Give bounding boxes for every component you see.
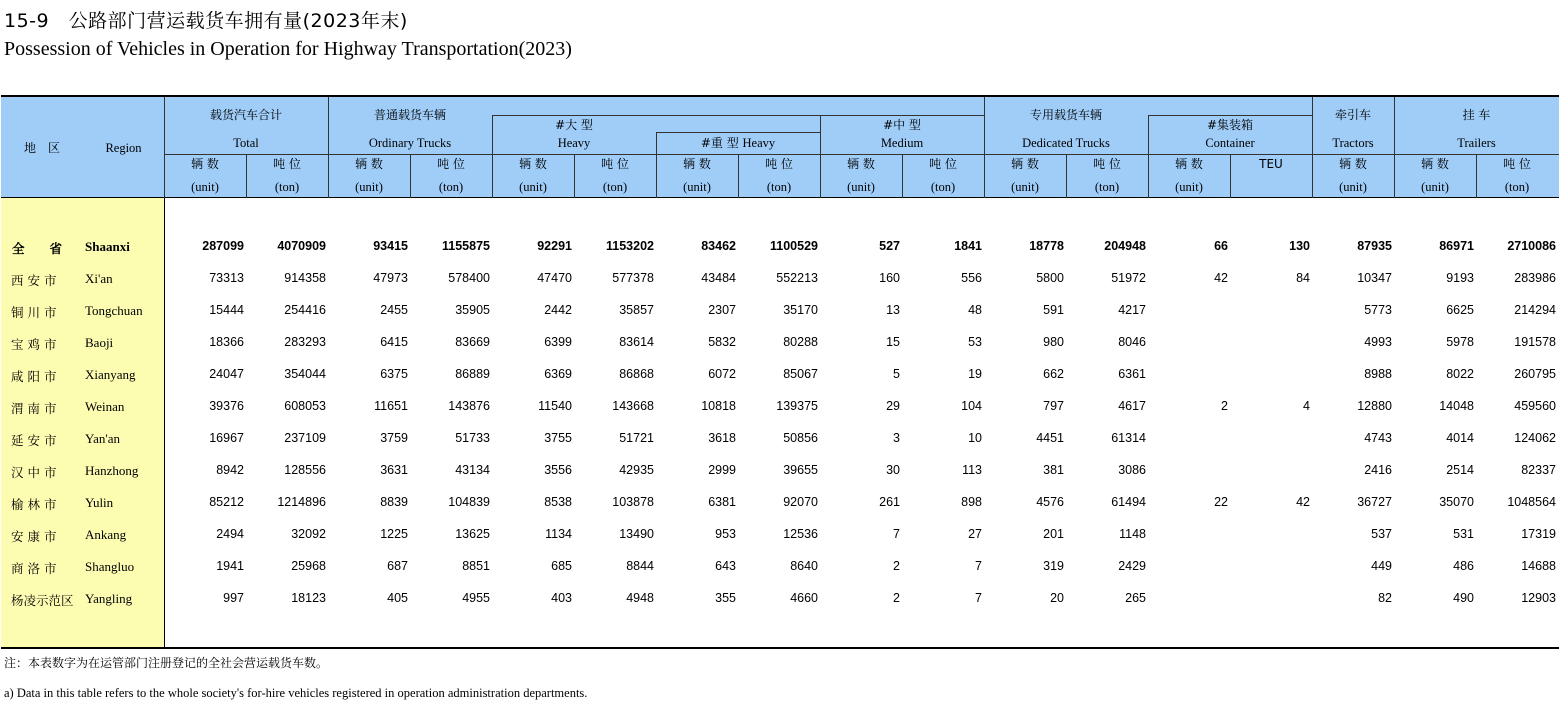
table-cell: 6361 xyxy=(1118,367,1146,381)
trailers-header-en: Trailers xyxy=(1457,136,1496,150)
table-cell: 1100529 xyxy=(770,239,818,253)
ordinary-header-cn: 普通载货车辆 xyxy=(373,108,446,122)
unit-label: 吨 位 xyxy=(1093,157,1121,171)
table-cell: 124062 xyxy=(1514,431,1556,445)
medium-header-cn: #中 型 xyxy=(883,118,921,132)
unit-label: 辆 数 xyxy=(683,157,711,171)
unit-sub-label: (ton) xyxy=(1094,180,1120,194)
table-cell: 39376 xyxy=(209,399,244,413)
table-cell: 128556 xyxy=(284,463,326,477)
region-name-en: Tongchuan xyxy=(85,303,143,318)
unit-label: 辆 数 xyxy=(1175,157,1203,171)
table-cell: 51721 xyxy=(619,431,654,445)
unit-label: TEU xyxy=(1259,157,1283,171)
page-title-cn: 15-9 公路部门营运载货车拥有量(2023年末) xyxy=(4,10,408,32)
table-cell: 20 xyxy=(1050,591,1064,605)
table-cell: 80288 xyxy=(783,335,818,349)
table-cell: 14688 xyxy=(1521,559,1556,573)
table-cell: 83462 xyxy=(701,239,736,253)
table-cell: 3 xyxy=(893,431,900,445)
unit-sub-label: (unit) xyxy=(1339,180,1367,194)
table-cell: 50856 xyxy=(783,431,818,445)
unit-label: 辆 数 xyxy=(191,157,219,171)
region-name-en: Xianyang xyxy=(85,367,136,382)
region-name-cn: 商 洛 市 xyxy=(11,561,57,576)
table-cell: 237109 xyxy=(284,431,326,445)
unit-label: 吨 位 xyxy=(273,157,301,171)
table-cell: 3086 xyxy=(1118,463,1146,477)
heavy-header-cn: #大 型 xyxy=(555,118,593,132)
total-header-cn: 载货汽车合计 xyxy=(209,108,282,122)
table-cell: 8851 xyxy=(462,559,490,573)
table-cell: 486 xyxy=(1453,559,1474,573)
table-cell: 2 xyxy=(893,591,900,605)
table-cell: 2710086 xyxy=(1507,239,1556,253)
table-cell: 8839 xyxy=(380,495,408,509)
unit-label: 辆 数 xyxy=(847,157,875,171)
table-cell: 490 xyxy=(1453,591,1474,605)
table-cell: 3618 xyxy=(708,431,736,445)
table-cell: 30 xyxy=(886,463,900,477)
table-cell: 261 xyxy=(879,495,900,509)
table-cell: 47973 xyxy=(373,271,408,285)
table-cell: 5773 xyxy=(1364,303,1392,317)
table-cell: 53 xyxy=(968,335,982,349)
table-cell: 527 xyxy=(879,239,900,253)
table-cell: 43134 xyxy=(455,463,490,477)
region-name-en: Baoji xyxy=(85,335,114,350)
table-cell: 577378 xyxy=(612,271,654,285)
table-cell: 84 xyxy=(1296,271,1310,285)
table-cell: 591 xyxy=(1043,303,1064,317)
table-cell: 8538 xyxy=(544,495,572,509)
table-cell: 104 xyxy=(961,399,982,413)
table-cell: 85067 xyxy=(783,367,818,381)
table-cell: 18778 xyxy=(1029,239,1064,253)
region-name-en: Yangling xyxy=(85,591,133,606)
table-cell: 381 xyxy=(1043,463,1064,477)
table-cell: 283986 xyxy=(1514,271,1556,285)
table-cell: 6369 xyxy=(544,367,572,381)
table-cell: 2307 xyxy=(708,303,736,317)
table-cell: 980 xyxy=(1043,335,1064,349)
unit-label: 吨 位 xyxy=(1503,157,1531,171)
note-cn: 注：本表数字为在运管部门注册登记的全社会营运载货车数。 xyxy=(4,656,329,670)
table-cell: 35857 xyxy=(619,303,654,317)
table-cell: 8988 xyxy=(1364,367,1392,381)
table-cell: 12536 xyxy=(783,527,818,541)
table-cell: 35070 xyxy=(1439,495,1474,509)
table-cell: 4576 xyxy=(1036,495,1064,509)
unit-sub-label: (unit) xyxy=(847,180,875,194)
unit-label: 吨 位 xyxy=(601,157,629,171)
table-cell: 42 xyxy=(1296,495,1310,509)
note-en: a) Data in this table refers to the whole society's for-hire vehicles registered in operation administration departments. xyxy=(4,686,588,700)
table-cell: 643 xyxy=(715,559,736,573)
table-cell: 4070909 xyxy=(277,239,326,253)
table-cell: 92291 xyxy=(537,239,572,253)
unit-sub-label: (unit) xyxy=(1175,180,1203,194)
table-cell: 405 xyxy=(387,591,408,605)
table-cell: 36727 xyxy=(1357,495,1392,509)
table-cell: 3755 xyxy=(544,431,572,445)
region-name-cn: 延 安 市 xyxy=(11,433,57,448)
unit-label: 辆 数 xyxy=(519,157,547,171)
table-cell: 1148 xyxy=(1119,527,1146,541)
table-cell: 1048564 xyxy=(1507,495,1556,509)
region-name-en: Shangluo xyxy=(85,559,135,574)
table-cell: 4743 xyxy=(1364,431,1392,445)
table-cell: 6399 xyxy=(544,335,572,349)
table-cell: 2 xyxy=(893,559,900,573)
table-cell: 8942 xyxy=(216,463,244,477)
table-cell: 4948 xyxy=(626,591,654,605)
unit-sub-label: (unit) xyxy=(355,180,383,194)
table-cell: 403 xyxy=(551,591,572,605)
region-name-en: Ankang xyxy=(85,527,127,542)
unit-sub-label: (ton) xyxy=(930,180,956,194)
table-cell: 552213 xyxy=(776,271,818,285)
region-name-cn: 杨凌示范区 xyxy=(11,593,74,608)
region-name-cn: 榆 林 市 xyxy=(11,497,57,512)
table-cell: 8022 xyxy=(1446,367,1474,381)
region-name-en: Xi'an xyxy=(85,271,113,286)
table-cell: 8844 xyxy=(626,559,654,573)
total-header-en: Total xyxy=(233,136,259,150)
table-cell: 355 xyxy=(715,591,736,605)
table-cell: 18123 xyxy=(291,591,326,605)
region-name-cn: 宝 鸡 市 xyxy=(11,337,57,352)
table-cell: 14048 xyxy=(1439,399,1474,413)
table-cell: 35905 xyxy=(455,303,490,317)
table-cell: 7 xyxy=(893,527,900,541)
table-cell: 22 xyxy=(1214,495,1228,509)
table-cell: 608053 xyxy=(284,399,326,413)
region-name-cn: 安 康 市 xyxy=(11,529,57,544)
table-cell: 531 xyxy=(1453,527,1474,541)
table-cell: 103878 xyxy=(612,495,654,509)
table-cell: 914358 xyxy=(284,271,326,285)
unit-sub-label: (unit) xyxy=(191,180,219,194)
table-cell: 10 xyxy=(968,431,982,445)
table-cell: 6375 xyxy=(380,367,408,381)
table-cell: 2494 xyxy=(216,527,244,541)
region-name-en: Yan'an xyxy=(85,431,120,446)
table-cell: 27 xyxy=(968,527,982,541)
unit-label: 辆 数 xyxy=(1339,157,1367,171)
table-cell: 449 xyxy=(1371,559,1392,573)
table-cell: 3631 xyxy=(380,463,408,477)
region-name-cn: 渭 南 市 xyxy=(11,401,57,416)
ordinary-header-en: Ordinary Trucks xyxy=(368,136,452,150)
unit-label: 吨 位 xyxy=(437,157,465,171)
table-cell: 287099 xyxy=(202,239,244,253)
table-cell: 5978 xyxy=(1446,335,1474,349)
unit-sub-label: (ton) xyxy=(438,180,464,194)
table-cell: 17319 xyxy=(1521,527,1556,541)
unit-sub-label: (unit) xyxy=(683,180,711,194)
table-cell: 191578 xyxy=(1514,335,1556,349)
region-name-en: Weinan xyxy=(85,399,125,414)
table-cell: 35170 xyxy=(783,303,818,317)
unit-sub-label: (unit) xyxy=(1421,180,1449,194)
header-divider xyxy=(1,197,1559,198)
table-cell: 51972 xyxy=(1111,271,1146,285)
region-name-cn: 全 省 xyxy=(12,241,63,256)
table-cell: 1225 xyxy=(380,527,408,541)
table-cell: 2442 xyxy=(544,303,572,317)
table-cell: 5832 xyxy=(708,335,736,349)
unit-label: 辆 数 xyxy=(355,157,383,171)
table-cell: 2 xyxy=(1221,399,1228,413)
region-header-en: Region xyxy=(105,141,142,155)
table-cell: 139375 xyxy=(776,399,818,413)
table-cell: 15444 xyxy=(209,303,244,317)
table-cell: 18366 xyxy=(209,335,244,349)
table-cell: 104839 xyxy=(448,495,490,509)
table-cell: 29 xyxy=(886,399,900,413)
region-name-cn: 汉 中 市 xyxy=(11,465,57,480)
table-cell: 556 xyxy=(961,271,982,285)
table-cell: 319 xyxy=(1043,559,1064,573)
table-cell: 7 xyxy=(975,559,982,573)
table-cell: 51733 xyxy=(455,431,490,445)
table-cell: 43484 xyxy=(701,271,736,285)
table-cell: 47470 xyxy=(537,271,572,285)
tractors-header-cn: 牵引车 xyxy=(1334,108,1371,122)
table-cell: 6072 xyxy=(708,367,736,381)
table-cell: 10347 xyxy=(1357,271,1392,285)
table-cell: 2416 xyxy=(1364,463,1392,477)
region-name-cn: 铜 川 市 xyxy=(11,305,57,320)
table-cell: 61314 xyxy=(1111,431,1146,445)
table-cell: 2514 xyxy=(1446,463,1474,477)
tractors-header-en: Tractors xyxy=(1332,136,1374,150)
table-cell: 997 xyxy=(223,591,244,605)
table-cell: 2455 xyxy=(380,303,408,317)
table-cell: 87935 xyxy=(1357,239,1392,253)
unit-label: 吨 位 xyxy=(765,157,793,171)
statistics-table xyxy=(1,95,1559,649)
table-cell: 5 xyxy=(893,367,900,381)
table-cell: 4014 xyxy=(1446,431,1474,445)
table-cell: 8640 xyxy=(790,559,818,573)
table-cell: 9193 xyxy=(1446,271,1474,285)
table-cell: 13625 xyxy=(455,527,490,541)
unit-sub-label: (ton) xyxy=(766,180,792,194)
table-cell: 93415 xyxy=(373,239,408,253)
extra-heavy-header: #重 型 Heavy xyxy=(700,136,776,150)
table-cell: 86889 xyxy=(455,367,490,381)
table-cell: 82337 xyxy=(1521,463,1556,477)
table-cell: 48 xyxy=(968,303,982,317)
table-cell: 265 xyxy=(1125,591,1146,605)
table-cell: 19 xyxy=(968,367,982,381)
table-cell: 201 xyxy=(1043,527,1064,541)
table-cell: 92070 xyxy=(783,495,818,509)
table-cell: 42935 xyxy=(619,463,654,477)
table-cell: 687 xyxy=(387,559,408,573)
table-cell: 61494 xyxy=(1111,495,1146,509)
table-cell: 1841 xyxy=(954,239,982,253)
region-header-cn: 地 区 xyxy=(23,141,60,155)
table-cell: 204948 xyxy=(1104,239,1146,253)
table-cell: 3556 xyxy=(544,463,572,477)
table-cell: 15 xyxy=(886,335,900,349)
table-cell: 4 xyxy=(1303,399,1310,413)
table-cell: 6625 xyxy=(1446,303,1474,317)
region-name-cn: 西 安 市 xyxy=(11,273,57,288)
table-cell: 254416 xyxy=(284,303,326,317)
unit-label: 辆 数 xyxy=(1011,157,1039,171)
table-cell: 10818 xyxy=(701,399,736,413)
table-cell: 113 xyxy=(962,463,982,477)
heavy-header-en: Heavy xyxy=(557,136,591,150)
table-cell: 86971 xyxy=(1439,239,1474,253)
table-cell: 82 xyxy=(1378,591,1392,605)
table-cell: 12880 xyxy=(1357,399,1392,413)
table-cell: 797 xyxy=(1043,399,1064,413)
region-column xyxy=(1,198,165,647)
table-cell: 4955 xyxy=(462,591,490,605)
table-cell: 214294 xyxy=(1514,303,1556,317)
unit-sub-label: (unit) xyxy=(1011,180,1039,194)
table-cell: 1941 xyxy=(216,559,244,573)
region-name-cn: 咸 阳 市 xyxy=(11,369,57,384)
region-name-en: Hanzhong xyxy=(85,463,139,478)
region-name-en: Shaanxi xyxy=(85,239,130,254)
table-cell: 2999 xyxy=(708,463,736,477)
table-cell: 2429 xyxy=(1118,559,1146,573)
table-cell: 6415 xyxy=(380,335,408,349)
table-cell: 16967 xyxy=(209,431,244,445)
table-cell: 130 xyxy=(1289,239,1310,253)
table-cell: 578400 xyxy=(448,271,490,285)
table-cell: 4217 xyxy=(1118,303,1146,317)
unit-sub-label: (ton) xyxy=(1504,180,1530,194)
table-cell: 13490 xyxy=(619,527,654,541)
table-cell: 1214896 xyxy=(277,495,326,509)
table-cell: 662 xyxy=(1043,367,1064,381)
table-cell: 953 xyxy=(715,527,736,541)
medium-header-en: Medium xyxy=(880,136,924,150)
table-cell: 260795 xyxy=(1514,367,1556,381)
table-cell: 83614 xyxy=(619,335,654,349)
table-cell: 4660 xyxy=(790,591,818,605)
table-cell: 685 xyxy=(551,559,572,573)
page-title-en: Possession of Vehicles in Operation for Highway Transportation(2023) xyxy=(4,38,572,60)
table-cell: 354044 xyxy=(284,367,326,381)
region-name-en: Yulin xyxy=(85,495,114,510)
unit-label: 辆 数 xyxy=(1421,157,1449,171)
table-cell: 143668 xyxy=(612,399,654,413)
table-cell: 4451 xyxy=(1036,431,1064,445)
table-cell: 11540 xyxy=(538,399,572,413)
table-cell: 537 xyxy=(1371,527,1392,541)
unit-sub-label: (unit) xyxy=(519,180,547,194)
table-cell: 85212 xyxy=(209,495,244,509)
table-cell: 13 xyxy=(886,303,900,317)
table-cell: 25968 xyxy=(291,559,326,573)
table-cell: 32092 xyxy=(291,527,326,541)
table-cell: 4993 xyxy=(1364,335,1392,349)
table-cell: 459560 xyxy=(1514,399,1556,413)
table-cell: 160 xyxy=(879,271,900,285)
table-cell: 6381 xyxy=(708,495,736,509)
table-cell: 283293 xyxy=(284,335,326,349)
table-cell: 39655 xyxy=(783,463,818,477)
unit-sub-label: (ton) xyxy=(602,180,628,194)
table-cell: 42 xyxy=(1214,271,1228,285)
table-cell: 898 xyxy=(961,495,982,509)
table-cell: 24047 xyxy=(209,367,244,381)
table-cell: 5800 xyxy=(1036,271,1064,285)
table-cell: 1153202 xyxy=(606,239,654,253)
table-cell: 4617 xyxy=(1118,399,1146,413)
table-cell: 1134 xyxy=(545,527,572,541)
dedicated-header-en: Dedicated Trucks xyxy=(1022,136,1110,150)
table-cell: 66 xyxy=(1214,239,1228,253)
unit-sub-label: (ton) xyxy=(274,180,300,194)
trailers-header-cn: 挂 车 xyxy=(1462,108,1491,122)
container-header-en: Container xyxy=(1205,136,1255,150)
table-cell: 12903 xyxy=(1521,591,1556,605)
table-cell: 7 xyxy=(975,591,982,605)
table-cell: 1155875 xyxy=(442,239,490,253)
table-cell: 86868 xyxy=(619,367,654,381)
table-cell: 143876 xyxy=(448,399,490,413)
unit-label: 吨 位 xyxy=(929,157,957,171)
table-cell: 8046 xyxy=(1118,335,1146,349)
dedicated-header-cn: 专用载货车辆 xyxy=(1029,108,1102,122)
table-cell: 83669 xyxy=(455,335,490,349)
table-cell: 11651 xyxy=(374,399,408,413)
table-cell: 73313 xyxy=(209,271,244,285)
table-cell: 3759 xyxy=(380,431,408,445)
container-header-cn: #集装箱 xyxy=(1206,118,1254,132)
